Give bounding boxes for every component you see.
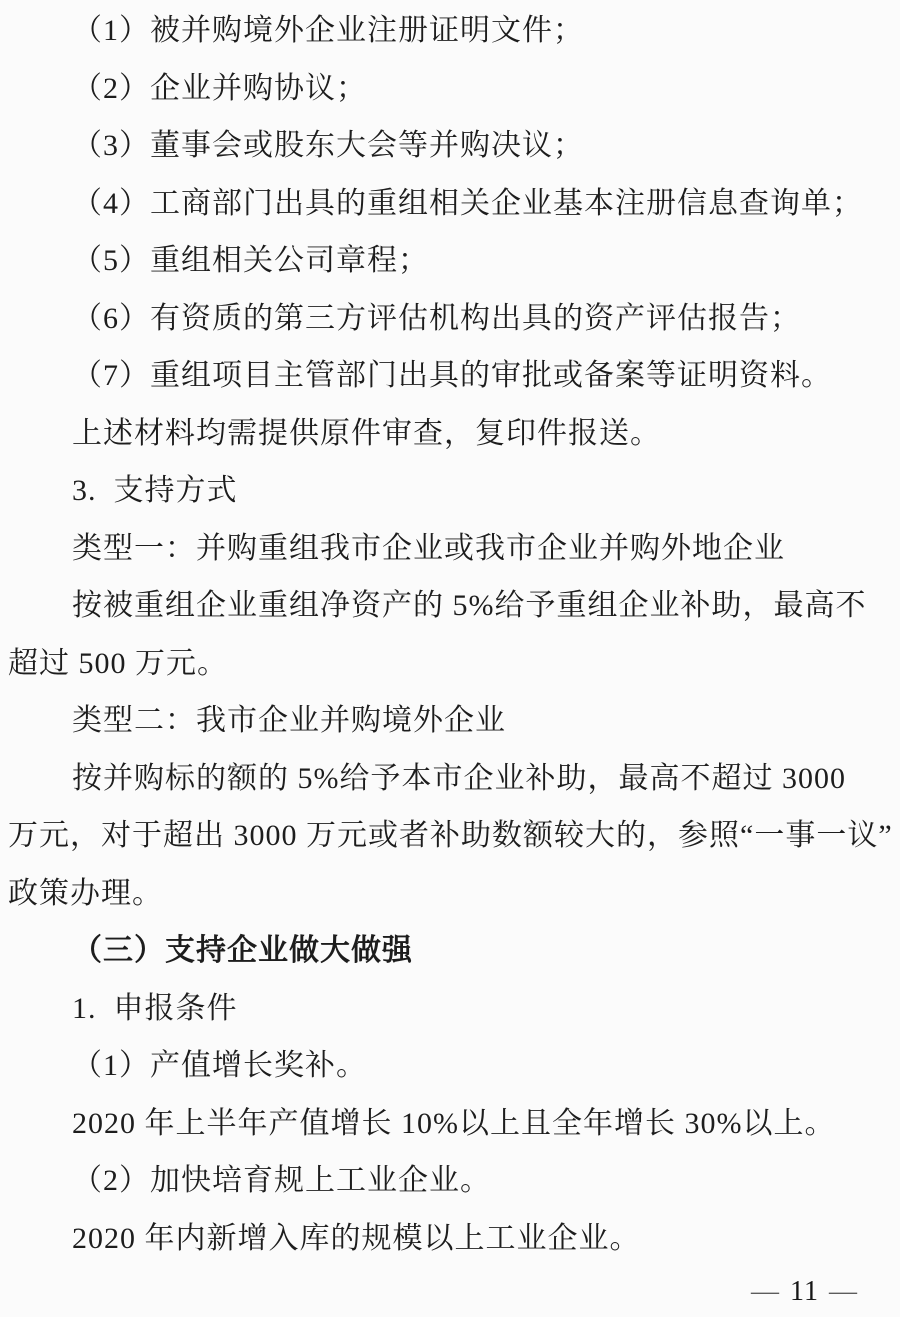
- page-number-right-dash: —: [829, 1276, 858, 1307]
- page-number: [751, 1272, 858, 1312]
- materials-note-line: 上述材料均需提供原件审查，复印件报送。: [72, 416, 661, 450]
- numbered-item-4: （4）工商部门出具的重组相关企业基本注册信息查询单；: [72, 186, 863, 220]
- numbered-item-1: （1）被并购境外企业注册证明文件；: [72, 14, 584, 47]
- type-2-body-line-1: 按并购标的额的 5%给予本市企业补助，最高不超过 3000: [72, 761, 846, 795]
- type-2-heading: 类型二：我市企业并购境外企业: [72, 704, 506, 737]
- numbered-item-6: （6）有资质的第三方评估机构出具的资产评估报告；: [72, 301, 801, 335]
- section-3-support-method-heading: 3. 支持方式: [72, 474, 238, 507]
- type-1-heading: 类型一：并购重组我市企业或我市企业并购外地企业: [72, 531, 785, 565]
- sub-item-2-body: 2020 年内新增入库的规模以上工业企业。: [72, 1221, 641, 1255]
- sub-item-1-body: 2020 年上半年产值增长 10%以上且全年增长 30%以上。: [72, 1106, 836, 1140]
- numbered-item-3: （3）董事会或股东大会等并购决议；: [72, 129, 584, 162]
- type-1-body-line-1: 按被重组企业重组净资产的 5%给予重组企业补助，最高不: [72, 589, 867, 622]
- page-number-value: 11: [790, 1276, 819, 1307]
- type-2-body-line-3: 政策办理。: [8, 876, 163, 910]
- numbered-item-2: （2）企业并购协议；: [72, 71, 367, 105]
- page-number-left-dash: —: [751, 1276, 781, 1307]
- sub-item-1-heading: （1）产值增长奖补。: [72, 1049, 367, 1082]
- section-heading-support-enterprises: （三）支持企业做大做强: [72, 934, 413, 967]
- sub-item-2-heading: （2）加快培育规上工业企业。: [72, 1164, 491, 1197]
- numbered-item-7: （7）重组项目主管部门出具的审批或备案等证明资料。: [72, 359, 832, 392]
- type-2-body-line-2: 万元，对于超出 3000 万元或者补助数额较大的，参照“一事一议”: [8, 819, 893, 852]
- numbered-item-5: （5）重组相关公司章程；: [72, 244, 429, 277]
- document-body: [8, 2, 893, 1267]
- type-1-body-line-2: 超过 500 万元。: [8, 646, 228, 680]
- item-1-application-conditions-heading: 1. 申报条件: [72, 991, 238, 1025]
